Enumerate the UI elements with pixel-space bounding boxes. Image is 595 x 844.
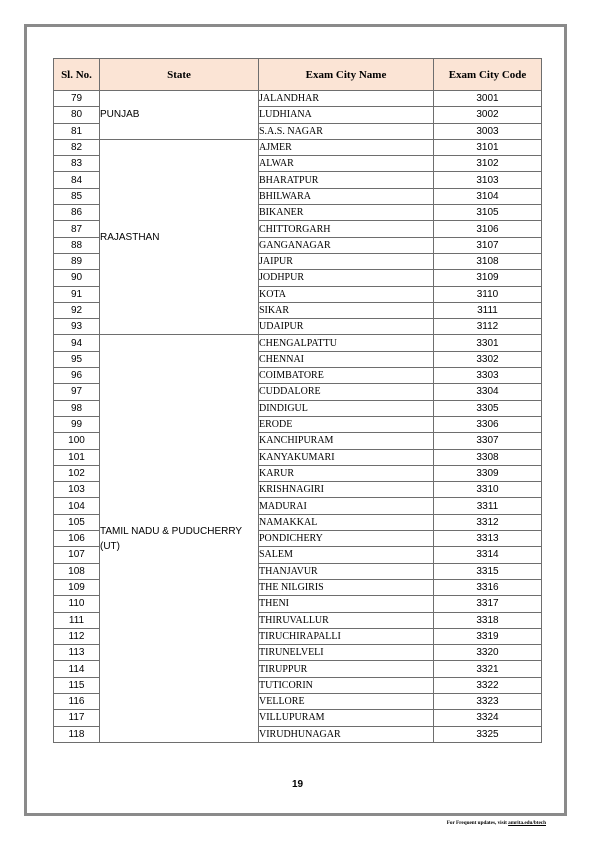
cell-exam-city-code: 3001	[434, 91, 542, 107]
cell-sl-no: 81	[54, 123, 100, 139]
cell-exam-city-name: KRISHNAGIRI	[259, 482, 434, 498]
cell-exam-city-name: JALANDHAR	[259, 91, 434, 107]
cell-exam-city-name: BIKANER	[259, 205, 434, 221]
cell-exam-city-code: 3105	[434, 205, 542, 221]
cell-sl-no: 87	[54, 221, 100, 237]
cell-sl-no: 115	[54, 677, 100, 693]
cell-exam-city-code: 3111	[434, 302, 542, 318]
cell-exam-city-name: TIRUPPUR	[259, 661, 434, 677]
cell-exam-city-code: 3308	[434, 449, 542, 465]
cell-exam-city-code: 3314	[434, 547, 542, 563]
cell-exam-city-name: S.A.S. NAGAR	[259, 123, 434, 139]
cell-exam-city-name: COIMBATORE	[259, 368, 434, 384]
cell-sl-no: 82	[54, 139, 100, 155]
cell-exam-city-code: 3002	[434, 107, 542, 123]
cell-exam-city-code: 3325	[434, 726, 542, 742]
cell-exam-city-code: 3313	[434, 531, 542, 547]
cell-exam-city-name: GANGANAGAR	[259, 237, 434, 253]
cell-sl-no: 101	[54, 449, 100, 465]
cell-sl-no: 105	[54, 514, 100, 530]
cell-exam-city-code: 3301	[434, 335, 542, 351]
cell-exam-city-code: 3101	[434, 139, 542, 155]
cell-exam-city-name: SIKAR	[259, 302, 434, 318]
cell-sl-no: 79	[54, 91, 100, 107]
footer-text: For Frequent updates, visit	[446, 820, 509, 826]
cell-exam-city-code: 3322	[434, 677, 542, 693]
cell-exam-city-name: LUDHIANA	[259, 107, 434, 123]
cell-exam-city-code: 3305	[434, 400, 542, 416]
cell-exam-city-name: BHARATPUR	[259, 172, 434, 188]
cell-exam-city-code: 3303	[434, 368, 542, 384]
cell-exam-city-name: KOTA	[259, 286, 434, 302]
header-exam-city-code: Exam City Code	[434, 59, 542, 91]
cell-exam-city-name: CUDDALORE	[259, 384, 434, 400]
cell-exam-city-code: 3112	[434, 319, 542, 335]
page-number: 19	[291, 779, 304, 790]
cell-exam-city-name: MADURAI	[259, 498, 434, 514]
cell-sl-no: 89	[54, 253, 100, 269]
cell-exam-city-code: 3108	[434, 253, 542, 269]
cell-sl-no: 88	[54, 237, 100, 253]
cell-exam-city-code: 3310	[434, 482, 542, 498]
cell-sl-no: 103	[54, 482, 100, 498]
cell-state: PUNJAB	[100, 91, 259, 140]
footer-note	[447, 820, 546, 826]
cell-sl-no: 118	[54, 726, 100, 742]
cell-exam-city-code: 3107	[434, 237, 542, 253]
cell-exam-city-name: KARUR	[259, 465, 434, 481]
cell-sl-no: 112	[54, 628, 100, 644]
cell-exam-city-code: 3315	[434, 563, 542, 579]
header-state: State	[100, 59, 259, 91]
cell-sl-no: 116	[54, 693, 100, 709]
cell-exam-city-name: TIRUNELVELI	[259, 645, 434, 661]
cell-exam-city-code: 3316	[434, 579, 542, 595]
cell-sl-no: 107	[54, 547, 100, 563]
cell-sl-no: 99	[54, 416, 100, 432]
cell-exam-city-code: 3320	[434, 645, 542, 661]
table-header-row	[54, 59, 542, 91]
cell-sl-no: 95	[54, 351, 100, 367]
cell-exam-city-code: 3317	[434, 596, 542, 612]
cell-exam-city-code: 3311	[434, 498, 542, 514]
cell-exam-city-code: 3109	[434, 270, 542, 286]
cell-exam-city-name: ERODE	[259, 416, 434, 432]
cell-sl-no: 86	[54, 205, 100, 221]
cell-exam-city-name: TIRUCHIRAPALLI	[259, 628, 434, 644]
cell-state: TAMIL NADU & PUDUCHERRY (UT)	[100, 335, 259, 742]
cell-state: RAJASTHAN	[100, 139, 259, 335]
cell-exam-city-name: KANYAKUMARI	[259, 449, 434, 465]
cell-exam-city-code: 3309	[434, 465, 542, 481]
cell-exam-city-code: 3324	[434, 710, 542, 726]
cell-sl-no: 113	[54, 645, 100, 661]
cell-exam-city-code: 3321	[434, 661, 542, 677]
cell-exam-city-code: 3306	[434, 416, 542, 432]
cell-exam-city-code: 3003	[434, 123, 542, 139]
cell-exam-city-code: 3312	[434, 514, 542, 530]
cell-sl-no: 117	[54, 710, 100, 726]
cell-sl-no: 94	[54, 335, 100, 351]
cell-exam-city-code: 3323	[434, 693, 542, 709]
cell-exam-city-name: TUTICORIN	[259, 677, 434, 693]
cell-exam-city-code: 3104	[434, 188, 542, 204]
cell-exam-city-code: 3319	[434, 628, 542, 644]
cell-sl-no: 106	[54, 531, 100, 547]
cell-sl-no: 100	[54, 433, 100, 449]
cell-exam-city-name: JODHPUR	[259, 270, 434, 286]
cell-exam-city-code: 3110	[434, 286, 542, 302]
cell-exam-city-code: 3103	[434, 172, 542, 188]
cell-exam-city-name: CHITTORGARH	[259, 221, 434, 237]
cell-sl-no: 102	[54, 465, 100, 481]
cell-sl-no: 108	[54, 563, 100, 579]
exam-city-table	[53, 58, 542, 743]
cell-exam-city-name: ALWAR	[259, 156, 434, 172]
cell-exam-city-code: 3307	[434, 433, 542, 449]
cell-sl-no: 98	[54, 400, 100, 416]
cell-sl-no: 110	[54, 596, 100, 612]
cell-exam-city-name: JAIPUR	[259, 253, 434, 269]
cell-sl-no: 93	[54, 319, 100, 335]
cell-sl-no: 111	[54, 612, 100, 628]
cell-exam-city-name: VILLUPURAM	[259, 710, 434, 726]
cell-sl-no: 96	[54, 368, 100, 384]
cell-exam-city-name: CHENGALPATTU	[259, 335, 434, 351]
cell-exam-city-name: KANCHIPURAM	[259, 433, 434, 449]
cell-sl-no: 83	[54, 156, 100, 172]
cell-exam-city-name: THENI	[259, 596, 434, 612]
cell-exam-city-name: THIRUVALLUR	[259, 612, 434, 628]
cell-exam-city-code: 3304	[434, 384, 542, 400]
header-exam-city-name: Exam City Name	[259, 59, 434, 91]
cell-exam-city-name: THE NILGIRIS	[259, 579, 434, 595]
table-body	[54, 91, 542, 743]
table-row	[54, 91, 542, 107]
cell-exam-city-name: VELLORE	[259, 693, 434, 709]
table-row	[54, 335, 542, 351]
cell-sl-no: 97	[54, 384, 100, 400]
cell-exam-city-name: VIRUDHUNAGAR	[259, 726, 434, 742]
table-row	[54, 139, 542, 155]
cell-exam-city-code: 3102	[434, 156, 542, 172]
cell-exam-city-code: 3318	[434, 612, 542, 628]
cell-sl-no: 109	[54, 579, 100, 595]
cell-exam-city-code: 3302	[434, 351, 542, 367]
cell-sl-no: 104	[54, 498, 100, 514]
cell-sl-no: 80	[54, 107, 100, 123]
cell-exam-city-name: DINDIGUL	[259, 400, 434, 416]
cell-sl-no: 92	[54, 302, 100, 318]
cell-sl-no: 91	[54, 286, 100, 302]
cell-exam-city-name: NAMAKKAL	[259, 514, 434, 530]
cell-exam-city-name: BHILWARA	[259, 188, 434, 204]
cell-exam-city-name: SALEM	[259, 547, 434, 563]
cell-sl-no: 84	[54, 172, 100, 188]
cell-sl-no: 85	[54, 188, 100, 204]
header-sl-no: Sl. No.	[54, 59, 100, 91]
cell-exam-city-name: PONDICHERY	[259, 531, 434, 547]
cell-exam-city-name: UDAIPUR	[259, 319, 434, 335]
cell-exam-city-name: THANJAVUR	[259, 563, 434, 579]
cell-sl-no: 90	[54, 270, 100, 286]
cell-sl-no: 114	[54, 661, 100, 677]
cell-exam-city-name: CHENNAI	[259, 351, 434, 367]
footer-link[interactable]: amrita.edu/btech	[508, 820, 546, 826]
cell-exam-city-name: AJMER	[259, 139, 434, 155]
cell-exam-city-code: 3106	[434, 221, 542, 237]
